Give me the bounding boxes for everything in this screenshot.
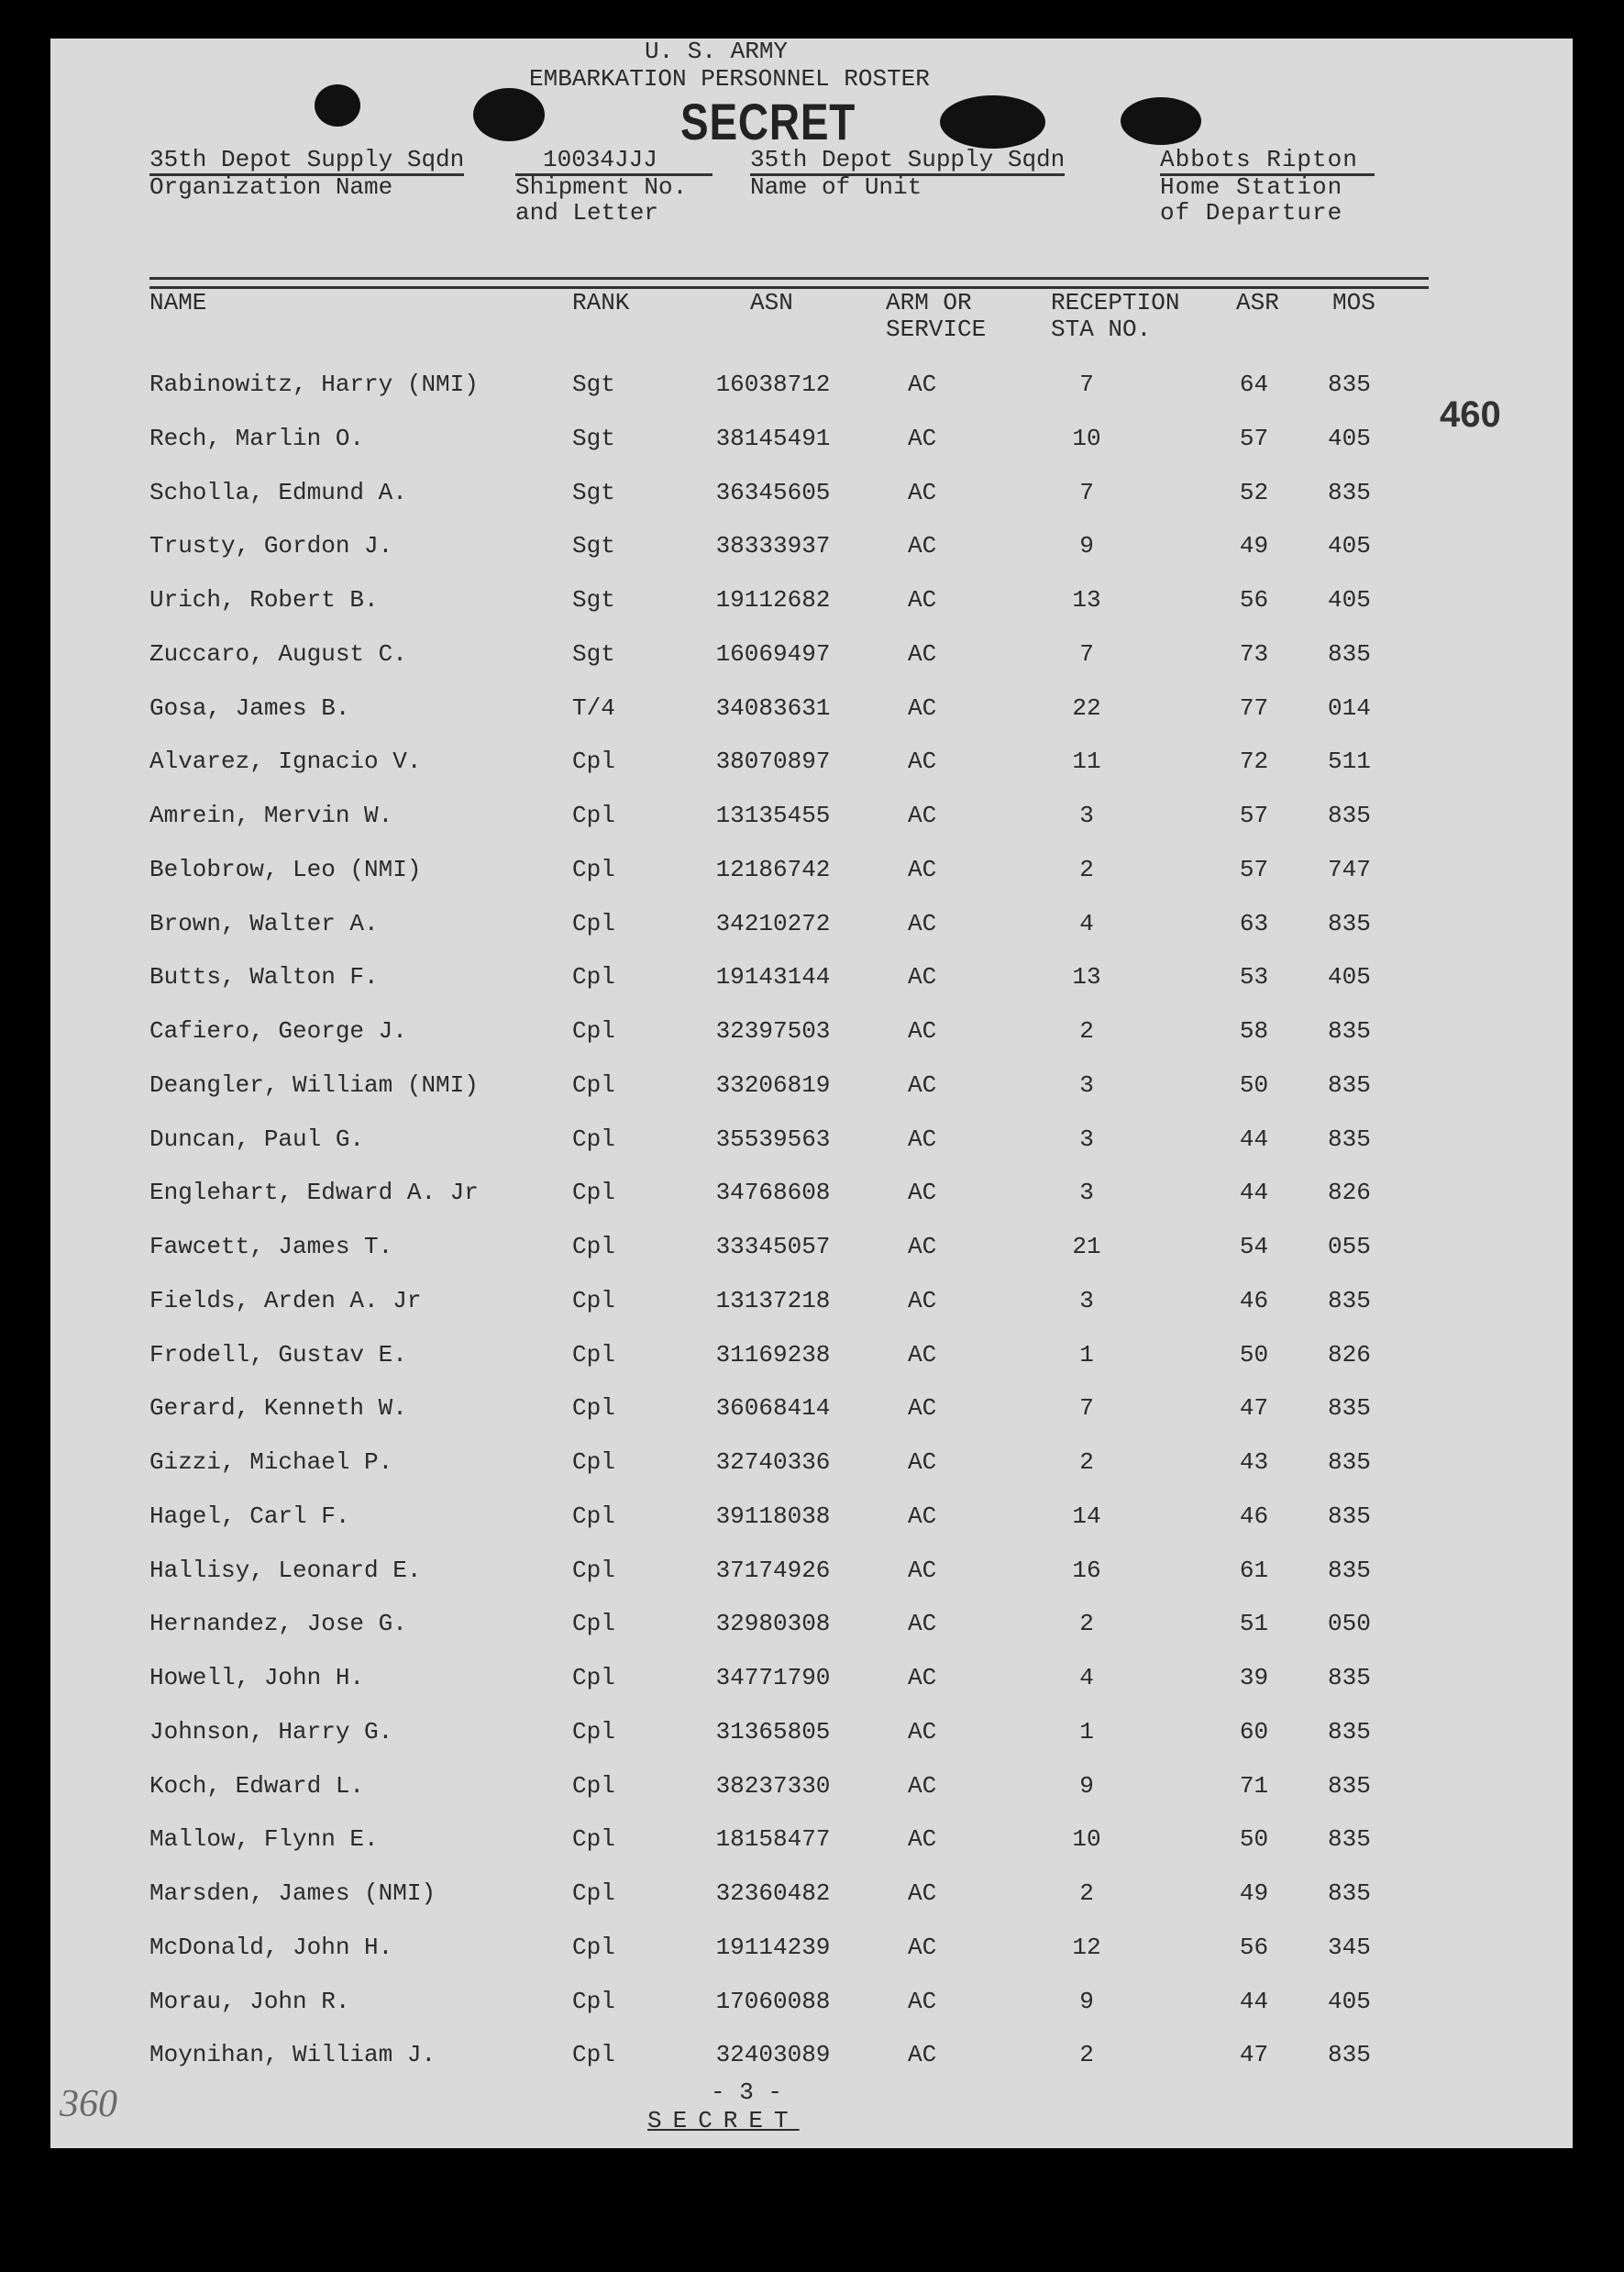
cell-mos: 405 [1328,1988,1371,2015]
cell-name: Urich, Robert B. [149,586,379,614]
cell-asr: 51 [1239,1610,1269,1637]
unit-name-value: 35th Depot Supply Sqdn [750,147,1065,176]
cell-name: Howell, John H. [149,1664,365,1691]
cell-rank: Cpl [572,1125,615,1153]
cell-asr: 39 [1239,1664,1269,1691]
cell-sta-no: 13 [1072,586,1101,614]
cell-name: Koch, Edward L. [149,1772,365,1800]
cell-rank: Sgt [572,640,615,668]
column-header-name: NAME [149,289,207,316]
cell-mos: 835 [1328,371,1371,398]
cell-asn: 37174926 [715,1557,831,1584]
cell-asn: 32980308 [715,1610,831,1637]
cell-arm: AC [908,1017,937,1045]
cell-arm: AC [908,1825,937,1853]
cell-arm: AC [908,1557,937,1584]
cell-rank: Cpl [572,1934,615,1961]
cell-name: Cafiero, George J. [149,1017,407,1045]
organization-name-label: Organization Name [149,173,393,201]
redaction-blot [940,95,1045,149]
cell-mos: 835 [1328,910,1371,937]
cell-name: Fawcett, James T. [149,1233,393,1260]
cell-asn: 31169238 [715,1341,831,1369]
cell-mos: 835 [1328,1448,1371,1476]
cell-name: Alvarez, Ignacio V. [149,748,422,775]
cell-asr: 61 [1239,1557,1269,1584]
cell-asn: 34083631 [715,694,831,722]
column-header-asr: ASR [1236,289,1279,316]
cell-arm: AC [908,1502,937,1530]
cell-rank: Cpl [572,1664,615,1691]
cell-sta-no: 3 [1079,1125,1094,1153]
cell-name: Amrein, Mervin W. [149,802,393,829]
column-header-asn: ASN [750,289,793,316]
cell-asr: 46 [1239,1502,1269,1530]
cell-mos: 405 [1328,586,1371,614]
cell-mos: 405 [1328,425,1371,452]
cell-sta-no: 3 [1079,1071,1094,1099]
cell-name: Rech, Marlin O. [149,425,365,452]
cell-arm: AC [908,1341,937,1369]
cell-asn: 36345605 [715,479,831,506]
header-line2: EMBARKATION PERSONNEL ROSTER [529,65,930,93]
shipment-number-label: Shipment No. [515,173,688,201]
cell-name: Moynihan, William J. [149,2041,436,2068]
cell-asr: 77 [1239,694,1269,722]
cell-sta-no: 2 [1079,856,1094,883]
cell-rank: Sgt [572,425,615,452]
cell-name: Brown, Walter A. [149,910,379,937]
cell-asn: 12186742 [715,856,831,883]
cell-sta-no: 2 [1079,1448,1094,1476]
cell-mos: 835 [1328,479,1371,506]
cell-arm: AC [908,1233,937,1260]
cell-asn: 34771790 [715,1664,831,1691]
header-rule-top [149,277,1429,280]
cell-rank: Sgt [572,371,615,398]
cell-asn: 16038712 [715,371,831,398]
cell-sta-no: 21 [1072,1233,1101,1260]
cell-rank: Sgt [572,532,615,560]
cell-rank: Sgt [572,586,615,614]
cell-asn: 32397503 [715,1017,831,1045]
cell-arm: AC [908,1879,937,1907]
cell-sta-no: 10 [1072,1825,1101,1853]
cell-sta-no: 1 [1079,1341,1094,1369]
cell-arm: AC [908,640,937,668]
cell-name: Deangler, William (NMI) [149,1071,479,1099]
cell-sta-no: 10 [1072,425,1101,452]
cell-asn: 38070897 [715,748,831,775]
cell-rank: Cpl [572,1071,615,1099]
cell-name: Marsden, James (NMI) [149,1879,436,1907]
cell-asr: 50 [1239,1825,1269,1853]
cell-arm: AC [908,425,937,452]
cell-sta-no: 7 [1079,479,1094,506]
cell-asr: 44 [1239,1125,1269,1153]
cell-asr: 49 [1239,1879,1269,1907]
unit-name-label: Name of Unit [750,173,922,201]
cell-name: Zuccaro, August C. [149,640,407,668]
column-header-arm: ARM OR [886,289,972,316]
cell-asr: 71 [1239,1772,1269,1800]
cell-name: Mallow, Flynn E. [149,1825,379,1853]
cell-asr: 43 [1239,1448,1269,1476]
cell-name: Gizzi, Michael P. [149,1448,393,1476]
cell-rank: Cpl [572,1879,615,1907]
cell-asr: 72 [1239,748,1269,775]
cell-asn: 33345057 [715,1233,831,1260]
cell-mos: 835 [1328,802,1371,829]
cell-asn: 17060088 [715,1988,831,2015]
cell-asn: 34210272 [715,910,831,937]
cell-asr: 56 [1239,1934,1269,1961]
cell-arm: AC [908,2041,937,2068]
cell-rank: Cpl [572,1233,615,1260]
cell-name: Gosa, James B. [149,694,350,722]
cell-rank: Cpl [572,910,615,937]
cell-name: Trusty, Gordon J. [149,532,393,560]
cell-arm: AC [908,1287,937,1314]
cell-sta-no: 9 [1079,532,1094,560]
cell-name: McDonald, John H. [149,1934,393,1961]
cell-mos: 835 [1328,1664,1371,1691]
stamp-number: 460 [1440,394,1501,435]
column-header-sta-no: STA NO. [1051,316,1152,343]
cell-arm: AC [908,479,937,506]
cell-sta-no: 7 [1079,371,1094,398]
cell-sta-no: 12 [1072,1934,1101,1961]
cell-rank: Cpl [572,963,615,991]
cell-sta-no: 13 [1072,963,1101,991]
cell-arm: AC [908,910,937,937]
cell-mos: 405 [1328,532,1371,560]
cell-mos: 835 [1328,1718,1371,1746]
cell-arm: AC [908,1664,937,1691]
cell-arm: AC [908,371,937,398]
cell-mos: 835 [1328,1125,1371,1153]
cell-asn: 33206819 [715,1071,831,1099]
cell-sta-no: 16 [1072,1557,1101,1584]
cell-rank: Cpl [572,1341,615,1369]
home-station-label: Home Station [1160,173,1343,201]
handwritten-note: 360 [60,2083,117,2125]
cell-mos: 835 [1328,1825,1371,1853]
cell-rank: Cpl [572,1287,615,1314]
cell-sta-no: 2 [1079,2041,1094,2068]
cell-asr: 53 [1239,963,1269,991]
cell-mos: 835 [1328,1557,1371,1584]
cell-asr: 47 [1239,2041,1269,2068]
cell-name: Scholla, Edmund A. [149,479,407,506]
cell-arm: AC [908,1934,937,1961]
cell-sta-no: 2 [1079,1879,1094,1907]
cell-asr: 44 [1239,1179,1269,1206]
cell-rank: Cpl [572,1017,615,1045]
cell-mos: 835 [1328,2041,1371,2068]
cell-asn: 19143144 [715,963,831,991]
cell-mos: 835 [1328,1287,1371,1314]
cell-arm: AC [908,748,937,775]
column-header-rank: RANK [572,289,630,316]
redaction-blot [315,84,360,127]
cell-arm: AC [908,1772,937,1800]
cell-mos: 835 [1328,1071,1371,1099]
home-station-value: Abbots Ripton [1160,147,1375,176]
cell-mos: 835 [1328,1772,1371,1800]
classification-heading: SECRET [680,93,856,150]
footer-classification: SECRET [647,2107,800,2134]
cell-asr: 49 [1239,532,1269,560]
cell-arm: AC [908,532,937,560]
cell-arm: AC [908,963,937,991]
cell-mos: 511 [1328,748,1371,775]
cell-asn: 13135455 [715,802,831,829]
column-header-reception: RECEPTION [1051,289,1180,316]
cell-asn: 19114239 [715,1934,831,1961]
cell-arm: AC [908,856,937,883]
cell-asn: 19112682 [715,586,831,614]
cell-arm: AC [908,1610,937,1637]
cell-sta-no: 22 [1072,694,1101,722]
cell-name: Morau, John R. [149,1988,350,2015]
cell-rank: Cpl [572,802,615,829]
cell-mos: 747 [1328,856,1371,883]
cell-arm: AC [908,1125,937,1153]
cell-arm: AC [908,802,937,829]
cell-asn: 34768608 [715,1179,831,1206]
cell-mos: 050 [1328,1610,1371,1637]
cell-sta-no: 2 [1079,1610,1094,1637]
cell-rank: Cpl [572,1610,615,1637]
cell-name: Englehart, Edward A. Jr [149,1179,479,1206]
cell-asr: 56 [1239,586,1269,614]
cell-name: Frodell, Gustav E. [149,1341,407,1369]
redaction-blot [473,88,545,141]
cell-mos: 014 [1328,694,1371,722]
cell-asr: 50 [1239,1071,1269,1099]
cell-asr: 58 [1239,1017,1269,1045]
cell-sta-no: 3 [1079,1179,1094,1206]
cell-rank: Cpl [572,1718,615,1746]
cell-name: Gerard, Kenneth W. [149,1394,407,1422]
cell-mos: 826 [1328,1341,1371,1369]
cell-mos: 835 [1328,1017,1371,1045]
cell-asn: 38333937 [715,532,831,560]
departure-label: of Departure [1160,199,1343,227]
cell-asr: 57 [1239,425,1269,452]
cell-asn: 31365805 [715,1718,831,1746]
cell-sta-no: 2 [1079,1017,1094,1045]
cell-sta-no: 7 [1079,640,1094,668]
cell-rank: Cpl [572,1394,615,1422]
cell-rank: Cpl [572,1448,615,1476]
cell-rank: Cpl [572,748,615,775]
cell-mos: 835 [1328,640,1371,668]
cell-asn: 32403089 [715,2041,831,2068]
cell-asr: 50 [1239,1341,1269,1369]
cell-name: Hernandez, Jose G. [149,1610,407,1637]
cell-asn: 18158477 [715,1825,831,1853]
cell-asr: 46 [1239,1287,1269,1314]
cell-name: Hagel, Carl F. [149,1502,350,1530]
cell-sta-no: 9 [1079,1988,1094,2015]
cell-rank: Cpl [572,1557,615,1584]
cell-sta-no: 14 [1072,1502,1101,1530]
cell-asn: 39118038 [715,1502,831,1530]
cell-rank: Sgt [572,479,615,506]
cell-arm: AC [908,1071,937,1099]
cell-sta-no: 3 [1079,1287,1094,1314]
cell-mos: 835 [1328,1879,1371,1907]
cell-asn: 32740336 [715,1448,831,1476]
header-line1: U. S. ARMY [645,38,789,65]
cell-asn: 32360482 [715,1879,831,1907]
cell-rank: Cpl [572,1772,615,1800]
cell-rank: T/4 [572,694,615,722]
cell-arm: AC [908,1179,937,1206]
cell-sta-no: 9 [1079,1772,1094,1800]
cell-mos: 826 [1328,1179,1371,1206]
cell-sta-no: 7 [1079,1394,1094,1422]
cell-arm: AC [908,586,937,614]
page-number: - 3 - [711,2078,783,2106]
cell-arm: AC [908,1394,937,1422]
cell-rank: Cpl [572,1502,615,1530]
cell-asr: 60 [1239,1718,1269,1746]
cell-rank: Cpl [572,1825,615,1853]
cell-name: Hallisy, Leonard E. [149,1557,422,1584]
cell-asr: 64 [1239,371,1269,398]
column-header-service: SERVICE [886,316,987,343]
cell-arm: AC [908,1448,937,1476]
cell-asr: 57 [1239,802,1269,829]
cell-rank: Cpl [572,1988,615,2015]
cell-mos: 345 [1328,1934,1371,1961]
cell-asn: 38237330 [715,1772,831,1800]
cell-arm: AC [908,1988,937,2015]
cell-asr: 63 [1239,910,1269,937]
cell-asr: 73 [1239,640,1269,668]
cell-name: Fields, Arden A. Jr [149,1287,422,1314]
cell-asn: 16069497 [715,640,831,668]
cell-asr: 44 [1239,1988,1269,2015]
shipment-letter-label: and Letter [515,199,659,227]
cell-asr: 47 [1239,1394,1269,1422]
cell-asr: 54 [1239,1233,1269,1260]
cell-name: Belobrow, Leo (NMI) [149,856,422,883]
cell-name: Duncan, Paul G. [149,1125,365,1153]
cell-arm: AC [908,1718,937,1746]
cell-rank: Cpl [572,2041,615,2068]
cell-asr: 57 [1239,856,1269,883]
cell-name: Johnson, Harry G. [149,1718,393,1746]
cell-rank: Cpl [572,1179,615,1206]
cell-asn: 13137218 [715,1287,831,1314]
cell-mos: 405 [1328,963,1371,991]
cell-sta-no: 3 [1079,802,1094,829]
redaction-blot [1121,97,1201,145]
column-header-mos: MOS [1332,289,1375,316]
cell-asn: 38145491 [715,425,831,452]
cell-arm: AC [908,694,937,722]
cell-name: Butts, Walton F. [149,963,379,991]
cell-sta-no: 4 [1079,910,1094,937]
cell-sta-no: 11 [1072,748,1101,775]
cell-mos: 055 [1328,1233,1371,1260]
cell-sta-no: 1 [1079,1718,1094,1746]
organization-name-value: 35th Depot Supply Sqdn [149,147,464,176]
cell-asr: 52 [1239,479,1269,506]
cell-sta-no: 4 [1079,1664,1094,1691]
cell-mos: 835 [1328,1394,1371,1422]
shipment-number-value: 10034JJJ [515,147,713,176]
cell-mos: 835 [1328,1502,1371,1530]
cell-asn: 36068414 [715,1394,831,1422]
cell-rank: Cpl [572,856,615,883]
cell-name: Rabinowitz, Harry (NMI) [149,371,479,398]
cell-asn: 35539563 [715,1125,831,1153]
